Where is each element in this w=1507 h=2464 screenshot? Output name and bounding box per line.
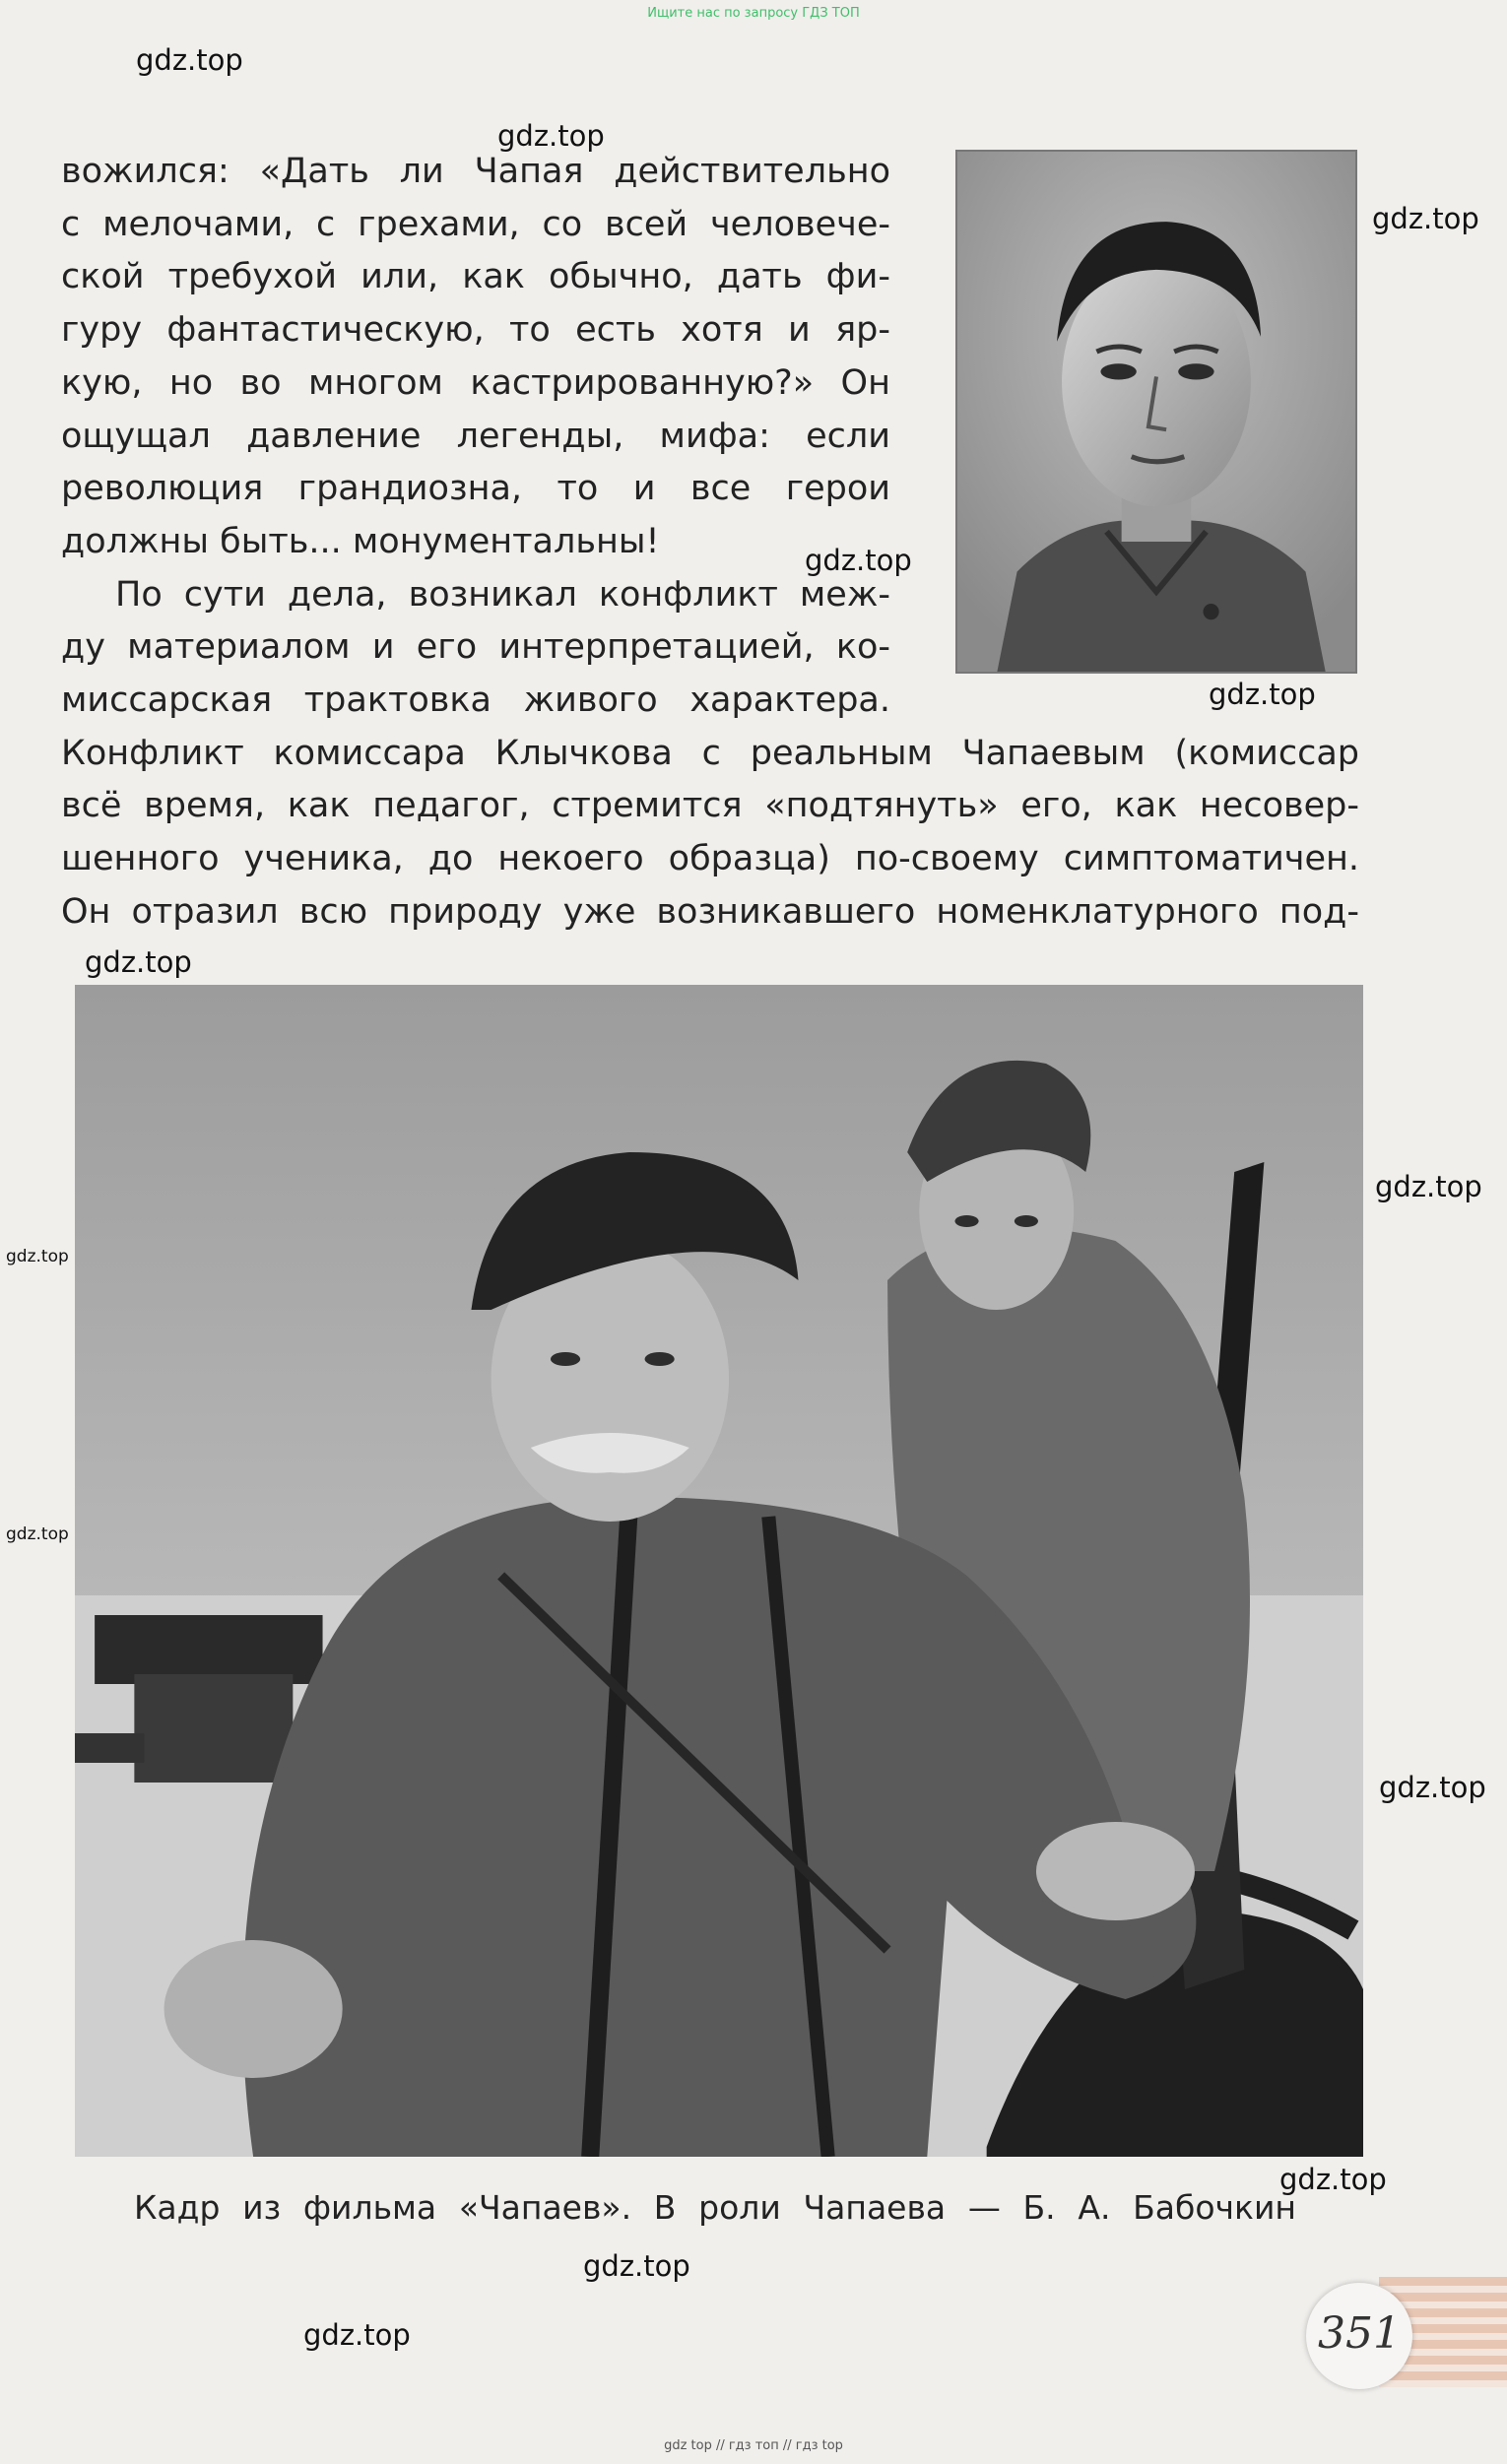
text-line: всё время, как педагог, стремится «подтянуть» его, как несовер- xyxy=(61,786,1359,826)
top-banner[interactable]: Ищите нас по запросу ГДЗ ТОП xyxy=(647,6,860,21)
watermark: gdz.top xyxy=(1279,2163,1387,2196)
watermark: gdz.top xyxy=(1372,202,1479,235)
figure-caption: Кадр из фильма «Чапаев». В роли Чапаева — Б. А. Бабочкин xyxy=(134,2188,1296,2227)
text-line: ской требухой или, как обычно, дать фи- xyxy=(61,257,890,297)
watermark: gdz.top xyxy=(6,1524,69,1544)
bottom-banner[interactable]: gdz top // гдз топ // гдз top xyxy=(664,2438,843,2453)
watermark: gdz.top xyxy=(303,2318,411,2352)
watermark: gdz.top xyxy=(6,1247,69,1266)
film-still-photo-icon xyxy=(75,985,1363,2157)
text-line: ду материалом и его интерпретацией, ко- xyxy=(61,627,890,668)
text-line: вожился: «Дать ли Чапая действительно xyxy=(61,152,890,191)
text-line: Конфликт комиссара Клычкова с реальным Чапаевым (комиссар xyxy=(61,733,1359,773)
watermark: gdz.top xyxy=(583,2249,690,2283)
text-line: кую, но во многом кастрированную?» Он xyxy=(61,362,890,403)
text-line: миссарская трактовка живого характера. xyxy=(61,681,890,721)
film-still-photo xyxy=(75,985,1363,2157)
text-line: ощущал давление легенды, мифа: если xyxy=(61,416,890,456)
watermark: gdz.top xyxy=(85,945,192,979)
text-line: революция грандиозна, то и все герои xyxy=(61,469,890,509)
watermark: gdz.top xyxy=(1379,1771,1486,1804)
text-line: с мелочами, с грехами, со всей человече- xyxy=(61,204,890,244)
watermark: gdz.top xyxy=(1375,1170,1482,1203)
watermark: gdz.top xyxy=(1209,678,1316,711)
text-line: шенного ученика, до некоего образца) по-своему симптоматичен. xyxy=(61,839,1359,879)
text-line: должны быть... монументальны! xyxy=(61,521,660,561)
page-number: 351 xyxy=(1318,2308,1401,2359)
body-text xyxy=(61,146,1359,940)
text-line: По сути дела, возникал конфликт меж- xyxy=(115,574,890,615)
watermark: gdz.top xyxy=(805,544,912,577)
text-line: Он отразил всю природу уже возникавшего номенклатурного под- xyxy=(61,891,1359,932)
watermark: gdz.top xyxy=(136,43,243,77)
watermark: gdz.top xyxy=(497,119,605,153)
text-line: гуру фантастическую, то есть хотя и яр- xyxy=(61,310,890,351)
